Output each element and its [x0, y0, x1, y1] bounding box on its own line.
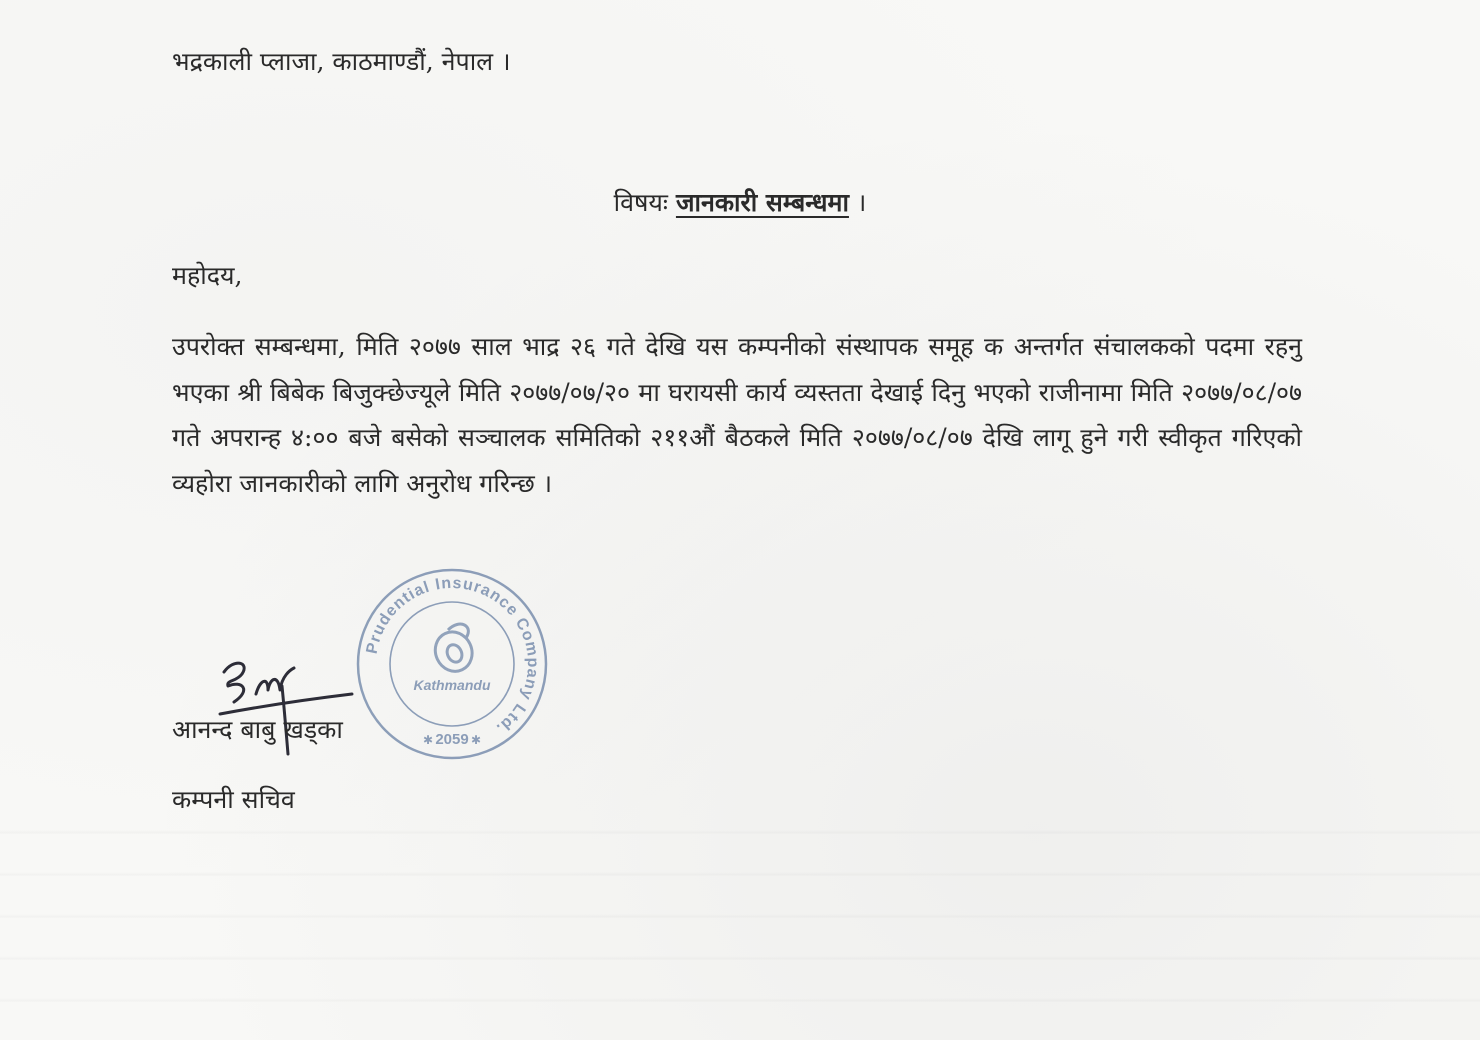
back-page-bleed [0, 820, 1480, 1040]
subject-label: विषयः [613, 188, 668, 217]
seal-city: Kathmandu [413, 677, 491, 693]
signer-title: कम्पनी सचिव [172, 785, 295, 814]
company-seal [354, 566, 550, 762]
seal-outer-text: Prudential Insurance Company Ltd. [363, 574, 542, 738]
seal-logo [429, 624, 479, 677]
body-paragraph: उपरोक्त सम्बन्धमा, मिति २०७७ साल भाद्र २६ गते देखि यस कम्पनीको संस्थापक समूह क अन्तर्गत संचालकको पदमा रहनु भएका श्री बिबेक बिजुक्छेज्यूले मिति २०७७/०७/२० मा घरायसी कार्य व्यस्तता देखाई दिनु भएको राजीनामा मिति २०७७/०८/०७ गते अपरान्ह ४:०० बजे बसेको सञ्चालक समितिको २११औं बैठकले मिति २०७७/०८/०७ देखि लागू हुने गरी स्वीकृत गरिएको व्यहोरा जानकारीको लागि अनुरोध गरिन्छ । [172, 332, 1302, 498]
svg-text:✱: ✱ [470, 733, 482, 747]
seal-year: 2059 [435, 731, 469, 748]
subject-end: । [856, 188, 867, 217]
signer-name: आनन्द बाबु खड्का [172, 715, 343, 744]
salutation: महोदय, [172, 261, 243, 290]
subject-line [0, 185, 1480, 219]
svg-text:✱: ✱ [422, 733, 434, 747]
subject-text: जानकारी सम्बन्धमा [675, 188, 849, 217]
address-line: भद्रकाली प्लाजा, काठमाण्डौं, नेपाल । [172, 47, 511, 76]
